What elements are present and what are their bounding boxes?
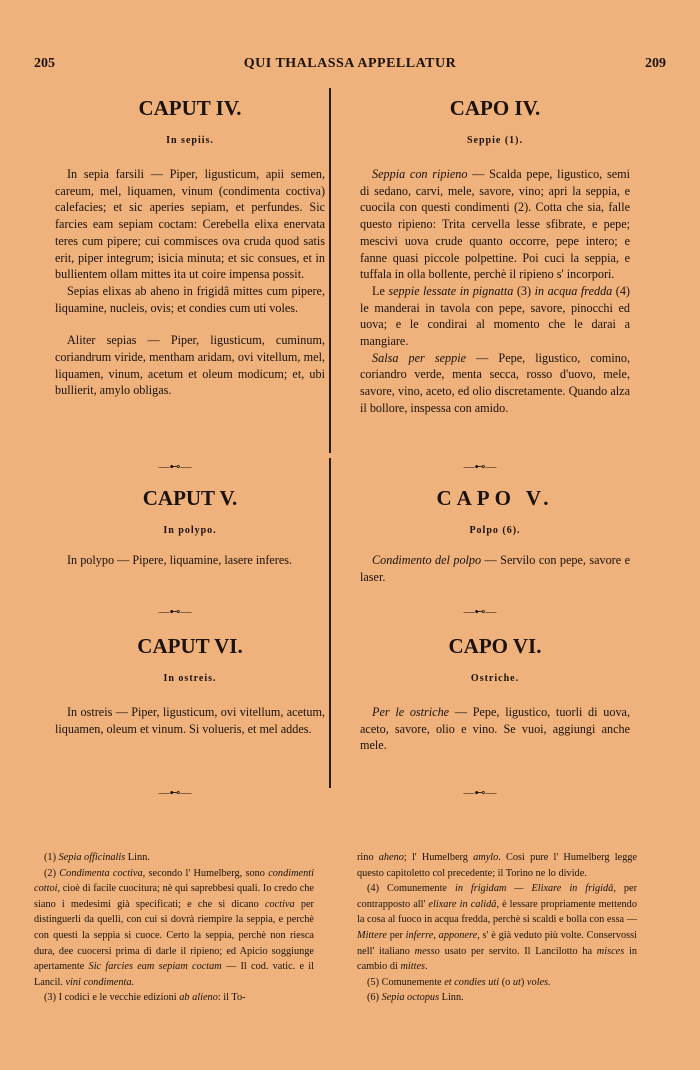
footnote: (5) Comunemente et condies uti (o ut) voles.	[367, 976, 551, 988]
ornament: —⊷—	[463, 606, 497, 618]
italian-chapter-4	[360, 96, 630, 417]
running-head	[34, 56, 666, 76]
chapter-subtitle: In polypo.	[163, 525, 217, 536]
latin-chapter-5	[55, 486, 325, 569]
page-number-right: 209	[645, 56, 666, 71]
chapter-title: CAPUT VI.	[137, 634, 243, 658]
chapter-title: CAPO VI.	[448, 634, 542, 658]
footnote: (6) Sepia octopus Linn.	[367, 992, 464, 1004]
chapter-subtitle: In ostreis.	[163, 673, 217, 684]
footnotes-right	[357, 850, 637, 1006]
paragraph: In ostreis — Piper, ligusticum, ovi vitellum, acetum, liquamen, oleum et vinum. Si volueris, et mel addes.	[55, 705, 325, 736]
footnote: rino aheno; l' Humelberg amylo. Così pure l' Humelberg legge questo capitoletto col precedente; il Torino ne lo divide.	[357, 852, 637, 879]
chapter-subtitle: Ostriche.	[470, 673, 520, 684]
chapter-text	[55, 552, 325, 569]
italian-chapter-5	[360, 486, 630, 585]
paragraph: In polypo — Pipere, liquamine, lasere inferes.	[67, 553, 293, 567]
chapter-text	[55, 166, 325, 399]
latin-chapter-4	[55, 96, 325, 399]
chapter-subtitle: Polpo (6).	[469, 525, 521, 536]
footnote: (2) Condimenta coctiva, secondo l' Humelberg, sono condimenti cottoi, cioè di facile cuocitura; nè qui saprebbesi quali. Io credo che siano i medesimi già specificati; e che si dicano coctiva per distinguerli da quelli, con cui si dovrà riempire la seppia, e perchè con questi la seppia si cuoce. Certo la seppia, perchè non riesca dura, dee cuocersi prima di darle il ripieno; ed Apicio soggiunge apertamente Sic farcies eam sepiam coctam — Il cod. vatic. e il Lancil. vini condimenta.	[34, 867, 314, 988]
footnote: (4) Comunemente in frigidam — Elixare in frigidâ, per contrapposto all' elixare in calidâ, è lessare propriamente mettendo la cosa al fuoco in acqua fredda, perchè si scaldi e bolla con essa — Mittere per inferre, apponere, s' è già veduto più volte. Conservossi nell' italiano messo usato per servito. Il Lancilotto ha misces in cambio di mittes.	[357, 883, 637, 973]
chapter-subtitle: Seppie (1).	[467, 135, 523, 146]
paragraph: Sepias elixas ab aheno in frigidâ mittes cum pipere, liquamine, nucleis, ovis; et condies cum uti voles.	[55, 283, 325, 315]
chapter-title: CAPO V.	[436, 486, 554, 510]
running-title: QUI THALASSA APPELLATUR	[243, 56, 457, 71]
ornament: —⊷—	[463, 787, 497, 799]
paragraph: Per le ostriche — Pepe, ligustico, tuorli di uova, aceto, savore, olio e vino. Se vuoi, aggiungi anche mele.	[360, 705, 630, 753]
chapter-text	[55, 704, 325, 737]
chapter-subtitle: In sepiis.	[166, 135, 214, 146]
chapter-text	[360, 166, 630, 417]
page-number-left: 205	[34, 56, 55, 71]
paragraph: Aliter sepias — Piper, ligusticum, cuminum, coriandrum viride, mentham aridam, ovi vitellum, mel, liquamen, vinum, acetum et oleum modicum; et, ubi bullierit, amylo obligas.	[55, 333, 325, 398]
ornament: —⊷—	[463, 461, 497, 473]
ornament: —⊷—	[158, 787, 192, 799]
paragraph: Condimento del polpo — Servilo con pepe, savore e laser.	[360, 553, 630, 584]
paragraph: Seppia con ripieno — Scalda pepe, ligustico, semi di sedano, carvi, mele, savore, vino; apri la seppia, e cuocila con questi condimenti (2). Cotta che sia, falle questo ripieno: Trita cervella lesse sfibrate, e pepe; mescivi uova crude quanto occorre, pepe intero; e fanne quasi piccole polpettine. Poi cuci la seppia, e tuffala in olla bollente, perchè il ripieno s' incorpori.	[360, 167, 630, 282]
paragraph: In sepia farsili — Piper, ligusticum, apii semen, careum, mel, liquamen, vinum (condimenta coctiva) calefacies; et sic aperies sepiam, et perfundes. Sic farcies eam sepiam coctam: Cerebella elixa enervata teres cum pipere; cui commisces ova cruda quod satis erit, piper integrum; isicia minuta; et sic consues, et in bullientem ollam mittes ita ut coire impensa possit.	[55, 167, 325, 282]
chapter-text	[360, 552, 630, 585]
italian-chapter-6	[360, 634, 630, 754]
chapter-text	[360, 704, 630, 754]
ornament: —⊷—	[158, 606, 192, 618]
column-divider	[329, 458, 331, 788]
paragraph: Le seppie lessate in pignatta (3) in acqua fredda (4) le manderai in tavola con pepe, savore, pinocchi ed uova; e le condirai al momento che le darai a mangiare.	[360, 283, 630, 349]
latin-chapter-6	[55, 634, 325, 737]
ornament: —⊷—	[158, 461, 192, 473]
chapter-title: CAPUT IV.	[138, 96, 242, 120]
footnote: (3) I codici e le vecchie edizioni ab alieno: il To-	[44, 992, 246, 1004]
chapter-title: CAPO IV.	[449, 96, 541, 120]
paragraph: Salsa per seppie — Pepe, ligustico, comino, coriandro verde, menta secca, rosso d'uovo, mele, savore, vino, aceto, ed olio discretamente. Quando alza il bollore, inspessa con amido.	[360, 350, 630, 415]
chapter-title: CAPUT V.	[142, 486, 238, 510]
footnote: (1) Sepia officinalis Linn.	[44, 852, 150, 863]
footnotes-left	[34, 850, 314, 1006]
column-divider	[329, 88, 331, 453]
